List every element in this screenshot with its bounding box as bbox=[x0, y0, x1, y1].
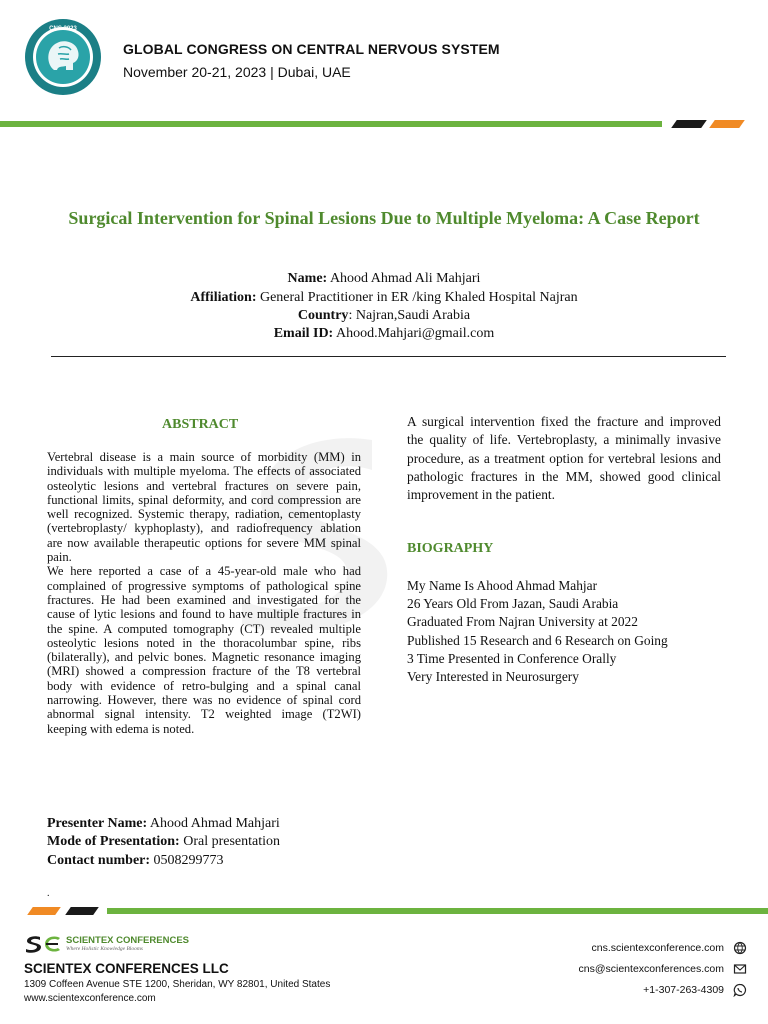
contact-number-line bbox=[47, 852, 280, 870]
header-green-bar bbox=[0, 121, 662, 127]
footer-tagline: Where Holistic Knowledge Blooms bbox=[66, 946, 143, 952]
email-label: Email ID: bbox=[273, 326, 334, 341]
affiliation-value: General Practitioner in ER /king Khaled Hospital Najran bbox=[259, 290, 578, 305]
contact-number: 0508299773 bbox=[153, 852, 224, 868]
biography-line: Graduated From Najran University at 2022 bbox=[407, 614, 638, 630]
presenter-name: Ahood Ahmad Mahjari bbox=[149, 816, 280, 831]
whatsapp-icon bbox=[733, 983, 747, 997]
paper-title: Surgical Intervention for Spinal Lesions Due to Multiple Myeloma: A Case Report bbox=[68, 208, 700, 228]
footer-brand: SCIENTEX CONFERENCES bbox=[66, 935, 189, 946]
biography-line: My Name Is Ahood Ahmad Mahjar bbox=[407, 578, 598, 593]
contact-number-label: Contact number: bbox=[47, 852, 151, 868]
scientex-logo-icon bbox=[24, 934, 64, 954]
footer-website[interactable]: www.scientexconference.com bbox=[24, 993, 156, 1004]
globe-icon bbox=[733, 941, 747, 955]
presenter-details bbox=[47, 815, 280, 870]
contact-phone[interactable]: +1-307-263-4309 bbox=[643, 984, 724, 996]
biography-list bbox=[407, 577, 668, 686]
email-value[interactable]: Ahood.Mahjari@gmail.com bbox=[335, 326, 495, 341]
biography-line: 26 Years Old From Jazan, Saudi Arabia bbox=[407, 596, 619, 612]
footer-black-stripe bbox=[65, 907, 99, 915]
biography-line: Published 15 Research and 6 Research on Going bbox=[407, 632, 668, 648]
presenter-name-line bbox=[47, 815, 280, 833]
title-divider bbox=[51, 356, 726, 357]
contact-email[interactable]: cns@scientexconferences.com bbox=[578, 963, 724, 975]
name-label: Name: bbox=[287, 271, 328, 286]
footer-company: SCIENTEX CONFERENCES LLC bbox=[24, 961, 229, 976]
footer-address: 1309 Coffeen Avenue STE 1200, Sheridan, WY 82801, United States bbox=[24, 979, 331, 990]
biography-line: 3 Time Presented in Conference Orally bbox=[407, 650, 617, 666]
presenter-name-label: Presenter Name: bbox=[47, 816, 148, 831]
logo-text: CNS 2023 bbox=[49, 26, 77, 32]
congress-title: GLOBAL CONGRESS ON CENTRAL NERVOUS SYSTEM bbox=[123, 41, 500, 57]
congress-date: November 20-21, 2023 | Dubai, UAE bbox=[123, 64, 351, 80]
abstract-paragraph-1: Vertebral disease is a main source of morbidity (MM) in individuals with multiple myeloma. The effects of associated osteolytic lesions and vertebral fractures on severe pain, functional limits, spinal deformity, and cord compression are well recognized. Systemic therapy, radiation, cementoplasty (vertebroplasty/ kyphoplasty), and radiofrequency ablation are now available therapeutic options for severe MM spinal pain. bbox=[47, 450, 361, 565]
footer-orange-stripe bbox=[27, 907, 61, 915]
presentation-mode-line bbox=[47, 833, 280, 851]
author-name: Ahood Ahmad Ali Mahjari bbox=[329, 271, 481, 286]
affiliation-label: Affiliation: bbox=[190, 290, 257, 305]
congress-logo-icon bbox=[24, 18, 102, 96]
biography-heading: BIOGRAPHY bbox=[407, 541, 494, 556]
presentation-mode: Oral presentation bbox=[183, 834, 281, 850]
footer-green-bar bbox=[107, 908, 768, 914]
mail-icon bbox=[733, 962, 747, 976]
abstract-paragraph-2: We here reported a case of a 45-year-old male who had complained of progressive symptoms of pathological spine fractures. He had been examined and investigated for the cause of lytic lesions and found to have multiple fractures in the spine. A computed tomography (CT) revealed multiple osteolytic lesions noted in the thoracolumbar spine, ribs (bilaterally), and pelvic bones. Magnetic resonance imaging (MRI) showed a compression fracture of the T8 vertebral body with evidence of retro-bulging and a spinal canal narrowing. However, there was no evidence of spinal cord abnormal signal intensity. T2 weighted image (T2WI) keeping with edema is noted. bbox=[47, 564, 361, 736]
header-orange-stripe bbox=[709, 120, 745, 128]
country-value: : Najran,Saudi Arabia bbox=[348, 308, 471, 323]
header-black-stripe bbox=[671, 120, 707, 128]
abstract-heading: ABSTRACT bbox=[162, 417, 239, 432]
email-line bbox=[40, 325, 728, 343]
author-name-line bbox=[40, 270, 728, 288]
presentation-mode-label: Mode of Presentation: bbox=[47, 834, 180, 850]
abstract-body bbox=[47, 450, 361, 736]
affiliation-line bbox=[40, 289, 728, 307]
contact-website[interactable]: cns.scientexconference.com bbox=[591, 942, 724, 954]
country-line bbox=[40, 307, 728, 325]
country-label: Country bbox=[297, 308, 349, 323]
abstract-continuation: A surgical intervention fixed the fracture and improved the quality of life. Vertebroplasty, a minimally invasive procedure, as a treatment option for vertebral lesions and pathologic fractures in the MM, showed good clinical improvement in the patient. bbox=[407, 414, 721, 503]
biography-line: Very Interested in Neurosurgery bbox=[407, 669, 579, 685]
stray-mark: . bbox=[47, 888, 50, 899]
